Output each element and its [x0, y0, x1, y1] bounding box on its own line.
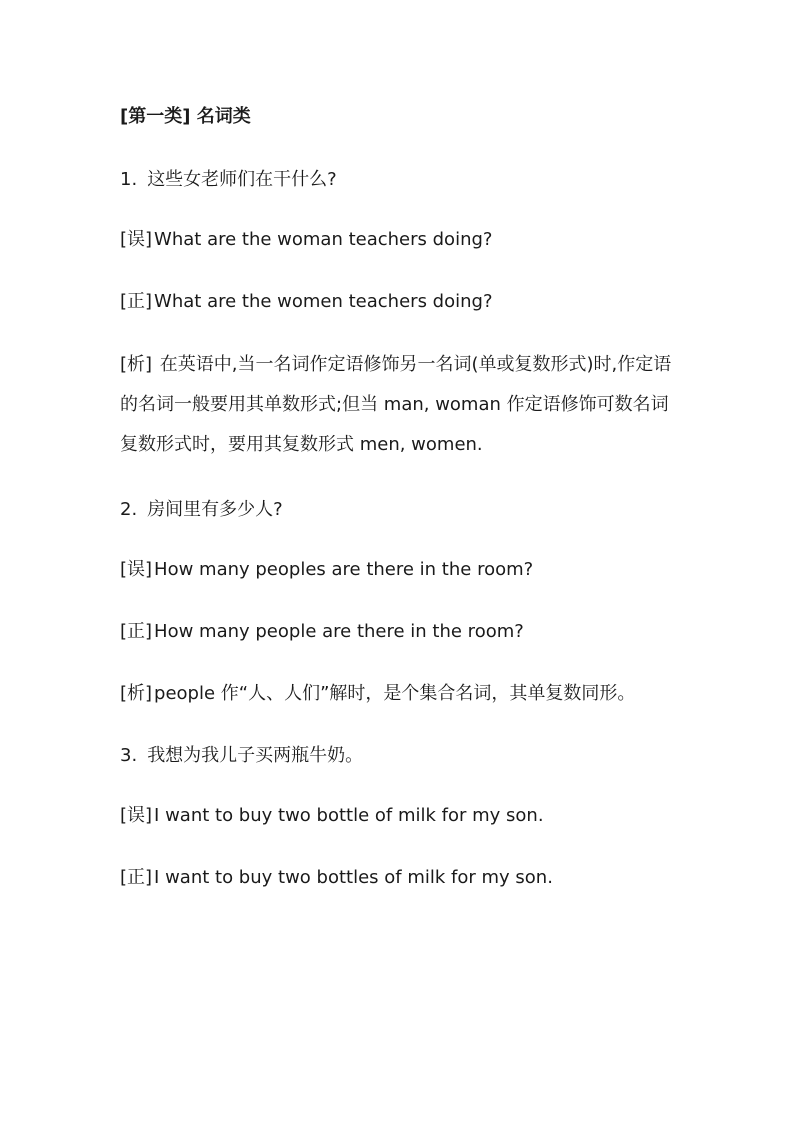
right-tag: [正]	[120, 621, 153, 642]
question-text: 这些女老师们在干什么?	[147, 169, 337, 190]
right-tag: [正]	[120, 867, 153, 888]
wrong-tag: [误]	[120, 229, 153, 250]
question-number: 3.	[120, 745, 138, 766]
analysis-tag: [析]	[120, 354, 153, 375]
wrong-sentence-1	[120, 228, 680, 252]
analysis-1	[120, 345, 682, 465]
wrong-text: How many peoples are there in the room?	[154, 559, 534, 580]
question-number: 2.	[120, 499, 138, 520]
right-tag: [正]	[120, 291, 153, 312]
wrong-text: What are the woman teachers doing?	[154, 229, 493, 250]
analysis-2	[120, 682, 680, 706]
analysis-text: 在英语中,当一名词作定语修饰另一名词(单或复数形式)时,作定语的名词一般要用其单数形式;但当 man, woman 作定语修饰可数名词复数形式时，要用其复数形式 men, women.	[120, 354, 672, 455]
right-sentence-1	[120, 290, 680, 314]
right-text: What are the women teachers doing?	[154, 291, 493, 312]
wrong-tag: [误]	[120, 559, 153, 580]
question-text: 房间里有多少人?	[147, 499, 283, 520]
question-number: 1.	[120, 169, 138, 190]
wrong-sentence-2	[120, 558, 680, 582]
question-3	[120, 744, 680, 768]
right-sentence-3	[120, 866, 680, 890]
question-2	[120, 498, 680, 522]
wrong-text: I want to buy two bottle of milk for my son.	[154, 805, 544, 826]
right-text: How many people are there in the room?	[154, 621, 524, 642]
section-title: [第一类] 名词类	[120, 106, 251, 127]
question-1	[120, 168, 680, 192]
right-sentence-2	[120, 620, 680, 644]
wrong-tag: [误]	[120, 805, 153, 826]
right-text: I want to buy two bottles of milk for my son.	[154, 867, 553, 888]
analysis-text: people 作“人、人们”解时，是个集合名词，其单复数同形。	[154, 683, 636, 704]
question-text: 我想为我儿子买两瓶牛奶。	[147, 745, 364, 766]
analysis-tag: [析]	[120, 683, 153, 704]
wrong-sentence-3	[120, 804, 680, 828]
